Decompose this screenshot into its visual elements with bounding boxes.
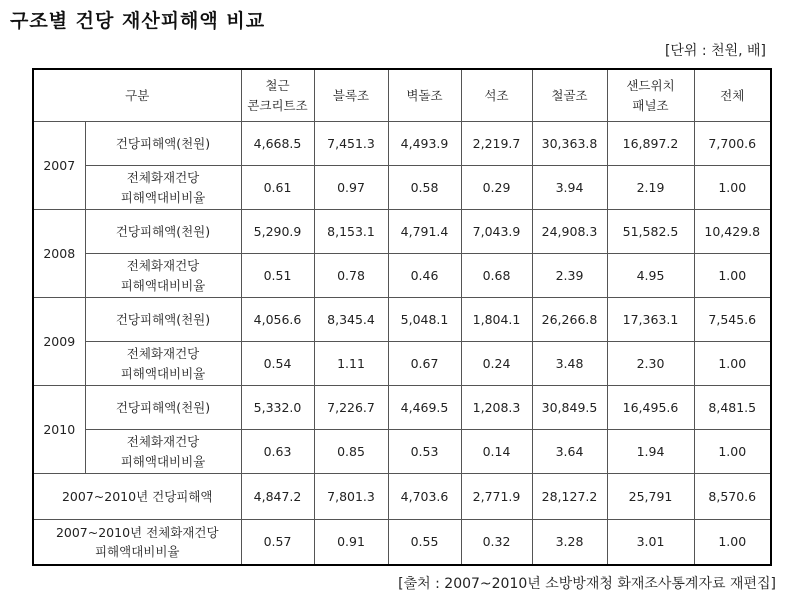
value-cell: 4,847.2 (241, 474, 314, 520)
value-cell: 1.11 (314, 342, 388, 386)
row-label-damage: 건당피해액(천원) (85, 210, 241, 254)
value-cell: 24,908.3 (532, 210, 607, 254)
value-cell: 0.58 (388, 166, 461, 210)
value-cell: 26,266.8 (532, 298, 607, 342)
value-cell: 7,043.9 (461, 210, 532, 254)
table-row (33, 430, 771, 474)
value-cell: 0.61 (241, 166, 314, 210)
value-cell: 3.48 (532, 342, 607, 386)
cell-text-line: 2007~2010년 건당피해액 (61, 488, 213, 504)
value-cell: 1.00 (694, 520, 771, 566)
value-cell: 1.00 (694, 166, 771, 210)
cell-text-line: 석조 (484, 87, 509, 103)
cell-text-line: 철근 (265, 78, 290, 94)
table-row (33, 122, 771, 166)
summary-row (33, 520, 771, 566)
value-cell: 2.30 (607, 342, 694, 386)
value-cell: 2.39 (532, 254, 607, 298)
page-title: 구조별 건당 재산피해액 비교 (10, 10, 266, 32)
damage-table (32, 68, 772, 566)
cell-text-line: 전체 (720, 87, 745, 103)
value-cell: 0.55 (388, 520, 461, 566)
value-cell: 0.78 (314, 254, 388, 298)
value-cell: 4,493.9 (388, 122, 461, 166)
cell-text-line: 전체화재건당 (126, 170, 200, 186)
value-cell: 10,429.8 (694, 210, 771, 254)
column-header (241, 69, 314, 122)
value-cell: 1,804.1 (461, 298, 532, 342)
value-cell: 0.68 (461, 254, 532, 298)
cell-text-line: 2007~2010년 전체화재건당 (55, 524, 219, 540)
value-cell: 0.24 (461, 342, 532, 386)
value-cell: 1.94 (607, 430, 694, 474)
cell-text-line: 피해액대비비율 (94, 544, 180, 559)
table-row (33, 166, 771, 210)
value-cell: 0.85 (314, 430, 388, 474)
value-cell: 5,290.9 (241, 210, 314, 254)
cell-text-line: 피해액대비비율 (120, 365, 206, 381)
value-cell: 3.64 (532, 430, 607, 474)
value-cell: 30,849.5 (532, 386, 607, 430)
value-cell: 51,582.5 (607, 210, 694, 254)
cell-text-line: 전체화재건당 (126, 434, 200, 450)
value-cell: 0.32 (461, 520, 532, 566)
value-cell: 2,771.9 (461, 474, 532, 520)
cell-text-line: 전체화재건당 (126, 258, 200, 274)
summary-row (33, 474, 771, 520)
value-cell: 3.01 (607, 520, 694, 566)
value-cell: 0.53 (388, 430, 461, 474)
value-cell: 0.57 (241, 520, 314, 566)
cell-text-line: 패널조 (632, 97, 669, 113)
value-cell: 2,219.7 (461, 122, 532, 166)
value-cell: 8,570.6 (694, 474, 771, 520)
table-row (33, 342, 771, 386)
unit-note: [단위 : 천원, 배] (664, 43, 766, 59)
row-label-ratio (85, 254, 241, 298)
row-label-damage: 건당피해액(천원) (85, 386, 241, 430)
cell-text-line: 피해액대비비율 (120, 277, 206, 293)
value-cell: 8,345.4 (314, 298, 388, 342)
value-cell: 0.54 (241, 342, 314, 386)
value-cell: 0.51 (241, 254, 314, 298)
value-cell: 30,363.8 (532, 122, 607, 166)
cell-text-line: 콘크리트조 (247, 97, 308, 113)
column-header (461, 69, 532, 122)
value-cell: 2.19 (607, 166, 694, 210)
source-note: [출처 : 2007~2010년 소방방재청 화재조사통계자료 재편집] (398, 576, 776, 592)
row-label-damage: 건당피해액(천원) (85, 122, 241, 166)
value-cell: 7,700.6 (694, 122, 771, 166)
value-cell: 4,703.6 (388, 474, 461, 520)
row-label-ratio (85, 166, 241, 210)
year-cell: 2008 (33, 210, 85, 298)
cell-text-line: 샌드위치 (626, 78, 675, 94)
column-header (314, 69, 388, 122)
value-cell: 17,363.1 (607, 298, 694, 342)
value-cell: 3.28 (532, 520, 607, 566)
value-cell: 3.94 (532, 166, 607, 210)
cell-text-line: 피해액대비비율 (120, 189, 206, 205)
column-header (532, 69, 607, 122)
value-cell: 4.95 (607, 254, 694, 298)
column-header (388, 69, 461, 122)
row-label-damage: 건당피해액(천원) (85, 298, 241, 342)
value-cell: 0.14 (461, 430, 532, 474)
value-cell: 7,545.6 (694, 298, 771, 342)
summary-label (33, 474, 241, 520)
table-row (33, 298, 771, 342)
year-cell: 2007 (33, 122, 85, 210)
value-cell: 7,801.3 (314, 474, 388, 520)
value-cell: 0.67 (388, 342, 461, 386)
cell-text-line: 피해액대비비율 (120, 453, 206, 469)
value-cell: 7,451.3 (314, 122, 388, 166)
row-label-ratio (85, 430, 241, 474)
table-row (33, 210, 771, 254)
value-cell: 4,056.6 (241, 298, 314, 342)
value-cell: 4,791.4 (388, 210, 461, 254)
value-cell: 4,668.5 (241, 122, 314, 166)
value-cell: 5,048.1 (388, 298, 461, 342)
value-cell: 0.91 (314, 520, 388, 566)
value-cell: 1.00 (694, 254, 771, 298)
value-cell: 8,481.5 (694, 386, 771, 430)
value-cell: 0.97 (314, 166, 388, 210)
value-cell: 0.29 (461, 166, 532, 210)
value-cell: 16,897.2 (607, 122, 694, 166)
summary-label (33, 520, 241, 566)
table-row (33, 254, 771, 298)
header-category: 구분 (33, 69, 241, 122)
value-cell: 1.00 (694, 342, 771, 386)
row-label-ratio (85, 342, 241, 386)
value-cell: 8,153.1 (314, 210, 388, 254)
year-cell: 2010 (33, 386, 85, 474)
value-cell: 1.00 (694, 430, 771, 474)
table-row (33, 386, 771, 430)
value-cell: 0.63 (241, 430, 314, 474)
value-cell: 25,791 (607, 474, 694, 520)
value-cell: 5,332.0 (241, 386, 314, 430)
cell-text-line: 철골조 (551, 87, 588, 103)
value-cell: 28,127.2 (532, 474, 607, 520)
header-row (33, 69, 771, 122)
value-cell: 0.46 (388, 254, 461, 298)
value-cell: 1,208.3 (461, 386, 532, 430)
column-header (607, 69, 694, 122)
cell-text-line: 벽돌조 (406, 87, 443, 103)
value-cell: 4,469.5 (388, 386, 461, 430)
value-cell: 16,495.6 (607, 386, 694, 430)
cell-text-line: 블록조 (332, 87, 370, 103)
value-cell: 7,226.7 (314, 386, 388, 430)
year-cell: 2009 (33, 298, 85, 386)
cell-text-line: 전체화재건당 (126, 346, 200, 362)
column-header (694, 69, 771, 122)
